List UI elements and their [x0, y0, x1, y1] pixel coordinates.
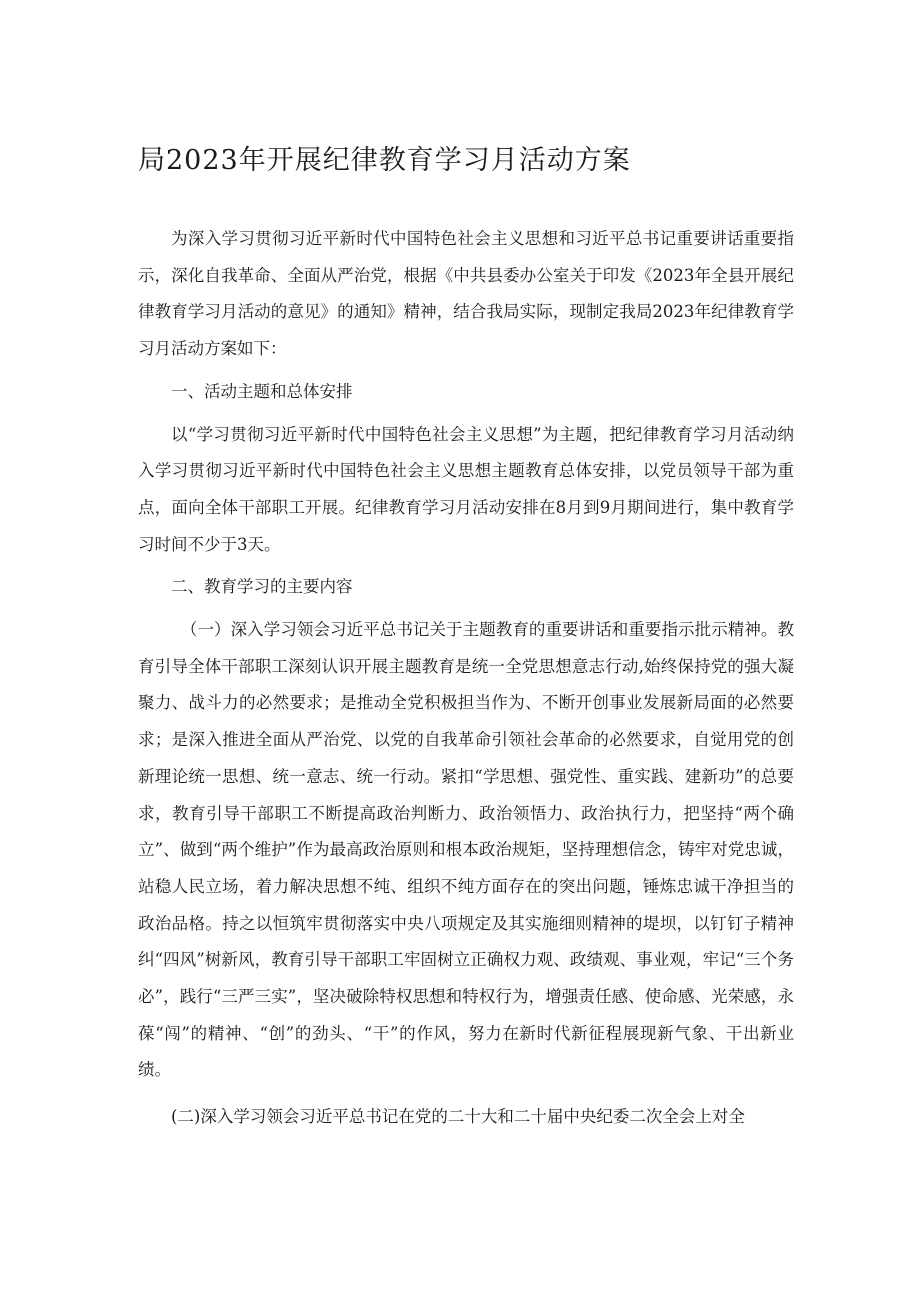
document-title: 局2023年开展纪律教育学习月活动方案 — [138, 145, 631, 176]
section-1-paragraph: 以“学习贯彻习近平新时代中国特色社会主义思想”为主题，把纪律教育学习月活动纳入学习贯彻习近平新时代中国特色社会主义思想主题教育总体安排，以党员领导干部为重点，面向全体干部职工开展。纪律教育学习月活动安排在8月到9月期间进行，集中教育学习时间不少于3天。 — [138, 424, 794, 554]
intro-paragraph: 为深入学习贯彻习近平新时代中国特色社会主义思想和习近平总书记重要讲话重要指示，深化自我革命、全面从严治党，根据《中共县委办公室关于印发《2023年全县开展纪律教育学习月活动的意见》的通知》精神，结合我局实际，现制定我局2023年纪律教育学习月活动方案如下： — [138, 229, 794, 359]
document-body — [138, 221, 794, 1136]
section-2-item-1-paragraph: （一）深入学习领会习近平总书记关于主题教育的重要讲话和重要指示批示精神。教育引导全体干部职工深刻认识开展主题教育是统一全党思想意志行动,始终保持党的强大凝聚力、战斗力的必然要求；是推动全党积极担当作为、不断开创事业发展新局面的必然要求；是深入推进全面从严治党、以党的自我革命引领社会革命的必然要求，自觉用党的创新理论统一思想、统一意志、统一行动。紧扣“学思想、强党性、重实践、建新功”的总要求，教育引导干部职工不断提高政治判断力、政治领悟力、政治执行力，把坚持“两个确立”、做到“两个维护”作为最高政治原则和根本政治规矩，坚持理想信念，铸牢对党忠诚，站稳人民立场，着力解决思想不纯、组织不纯方面存在的突出问题，锤炼忠诚干净担当的政治品格。持之以恒筑牢贯彻落实中央八项规定及其实施细则精神的堤坝，以钉钉子精神纠“四风”树新风，教育引导干部职工牢固树立正确权力观、政绩观、事业观，牢记“三个务必”，践行“三严三实”，坚决破除特权思想和特权行为，增强责任感、使命感、光荣感，永葆“闯”的精神、“创”的劲头、“干”的作风，努力在新时代新征程展现新气象、干出新业绩。 — [138, 620, 794, 1080]
section-1-heading: 一、活动主题和总体安排 — [171, 381, 353, 401]
section-2-heading: 二、教育学习的主要内容 — [171, 577, 353, 597]
section-2-item-2-paragraph: (二)深入学习领会习近平总书记在党的二十大和二十届中央纪委二次全会上对全 — [171, 1107, 745, 1127]
